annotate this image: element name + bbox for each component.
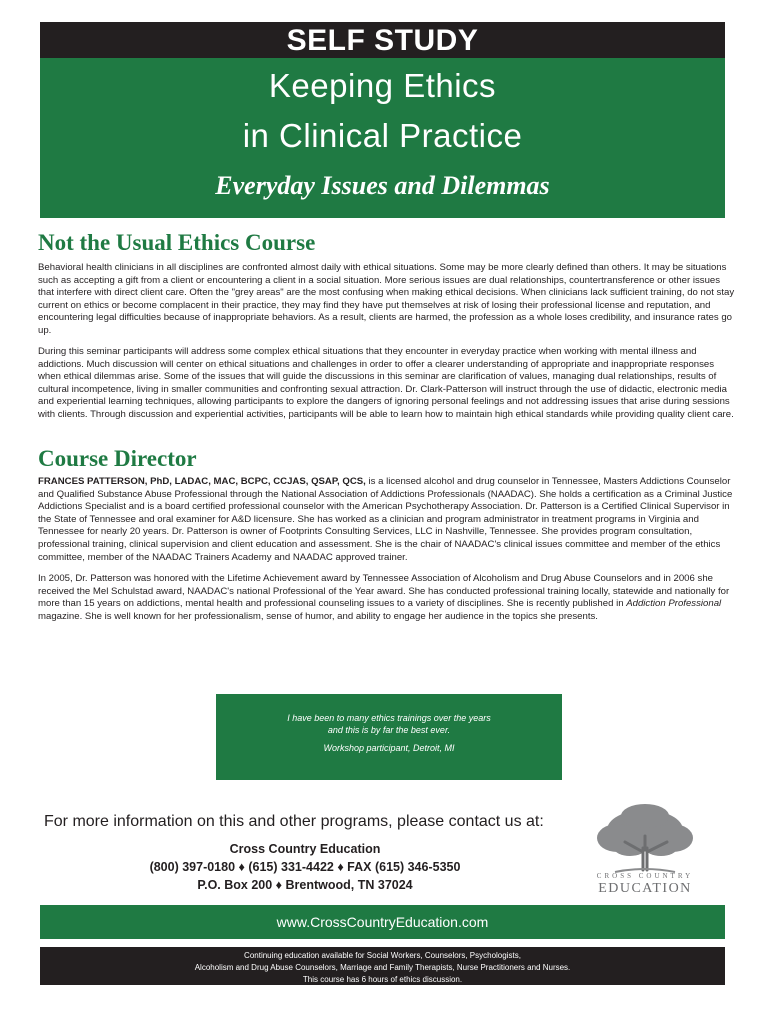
self-study-label: SELF STUDY [286, 24, 479, 57]
logo-text-cross-country: CROSS COUNTRY [596, 872, 694, 880]
director-bio-paragraph-2 [38, 573, 738, 623]
overview-paragraph-2: During this seminar participants will address some complex ethical situations that they encounter in everyday practice when working with mental illness and addictions. Much discussion will center on ethical situations and challenges in order to offer a clearer understanding of appropriate and inappropriate responses when ethical dilemmas arise. Some of the issues that will guide the discussions in this seminar are clarification of values, managing dual relationships, results of cultural incompetence, living in smaller communities and confronting sexual attraction. Dr. Clark-Patterson will instruct through the use of didactic, electronic media and experiential learning techniques, allowing participants to explore the dangers of ignoring personal feelings and not addressing issues that arise during sessions with clients. Through discussion and experiential activities, participants will be able to learn how to maintain high ethical standards while providing quality client care. [38, 346, 734, 420]
director-bio-paragraph-1 [38, 476, 738, 564]
title-banner [40, 58, 725, 218]
testimonial-line-2: and this is by far the best ever. [327, 725, 451, 735]
footer-line-1: Continuing education available for Social Workers, Counselors, Psychologists, [244, 951, 521, 960]
contact-heading: For more information on this and other programs, please contact us at: [44, 813, 544, 830]
title-line-2: in Clinical Practice [242, 117, 523, 154]
footer-banner [40, 947, 725, 985]
director-bio-text: is a licensed alcohol and drug counselor in Tennessee, Masters Addictions Counselor and Qualified Substance Abuse Professional through the National Association of Addictions Professionals (NAADAC). She holds a certification as a Criminal Justice Addictions Specialist and is a board certified professional counselor with the American Psychotherapy Association. Dr. Patterson is a Certified Clinical Supervisor in the State of Tennessee and oral examiner for A&D licensure. She has worked as a clinician and program administrator in treatment programs in Virginia and Tennessee for nearly 20 years. Dr. Patterson is owner of Footprints Consulting Services, LLC in Nashville, Tennessee. She provides program consultation, professional training, clinical supervision and client education and assessment. She is the chair of NAADAC's clinical issues committee and member of the ethics committee, member of the NAADAC Trainers Academy and NAADAC approved trainer. [38, 476, 733, 563]
section-heading-course-director: Course Director [38, 446, 197, 471]
director-bio-text-2a: In 2005, Dr. Patterson was honored with the Lifetime Achievement award by Tennessee Association of Alcoholism and Drug Abuse Counselors and in 2006 she received the Mel Schulstad award, NAADAC's national Professional of the Year award. She has conducted professional training locally, statewide and nationally for more than 15 years on addictions, mental health and professional counseling issues to a variety of disciplines. She is recently published in [38, 573, 730, 610]
contact-address: P.O. Box 200 ♦ Brentwood, TN 37024 [197, 878, 413, 892]
website-banner [40, 905, 725, 939]
section-heading-not-usual: Not the Usual Ethics Course [38, 230, 316, 255]
website-link[interactable]: www.CrossCountryEducation.com [276, 914, 489, 930]
publication-title: Addiction Professional [626, 598, 722, 610]
director-bio-text-2b: magazine. She is well known for her professionalism, sense of humor, and ability to engage her audience in the topics she presents. [38, 610, 598, 622]
director-name: FRANCES PATTERSON, PhD, LADAC, MAC, BCPC, CCJAS, QSAP, QCS, [38, 476, 366, 487]
logo-text-education: EDUCATION [598, 881, 692, 896]
self-study-banner [40, 22, 725, 58]
title-line-1: Keeping Ethics [268, 67, 497, 104]
subtitle: Everyday Issues and Dilemmas [215, 171, 550, 200]
contact-org: Cross Country Education [229, 842, 381, 856]
testimonial-box [216, 694, 562, 780]
contact-phones: (800) 397-0180 ♦ (615) 331-4422 ♦ FAX (615) 346-5350 [149, 860, 461, 874]
testimonial-line-1: I have been to many ethics trainings over the years [287, 713, 491, 723]
testimonial-attribution: Workshop participant, Detroit, MI [323, 743, 455, 753]
footer-line-3: This course has 6 hours of ethics discussion. [302, 975, 463, 984]
footer-line-2: Alcoholism and Drug Abuse Counselors, Marriage and Family Therapists, Nurse Practitioners and Nurses. [194, 963, 571, 972]
overview-paragraph-1: Behavioral health clinicians in all disciplines are confronted almost daily with ethical situations. Some may be more clearly defined than others. It may be situations such as accepting a gift from a client or encountering a client in a social situation. More serious issues are dual relationships, countertransference or other issues that interfere with direct client care. Often the "grey areas" are the most confusing when making ethical decisions. When clinicians lack sufficient training, do not stay current on ethics or become complacent in their practice, they may find they have put themselves at risk of losing their professional license and reputation, and encountering legal difficulties because of inappropriate behaviors. As a result, clients are harmed, the profession as a whole loses credibility, and insurance rates go up. [38, 262, 735, 336]
